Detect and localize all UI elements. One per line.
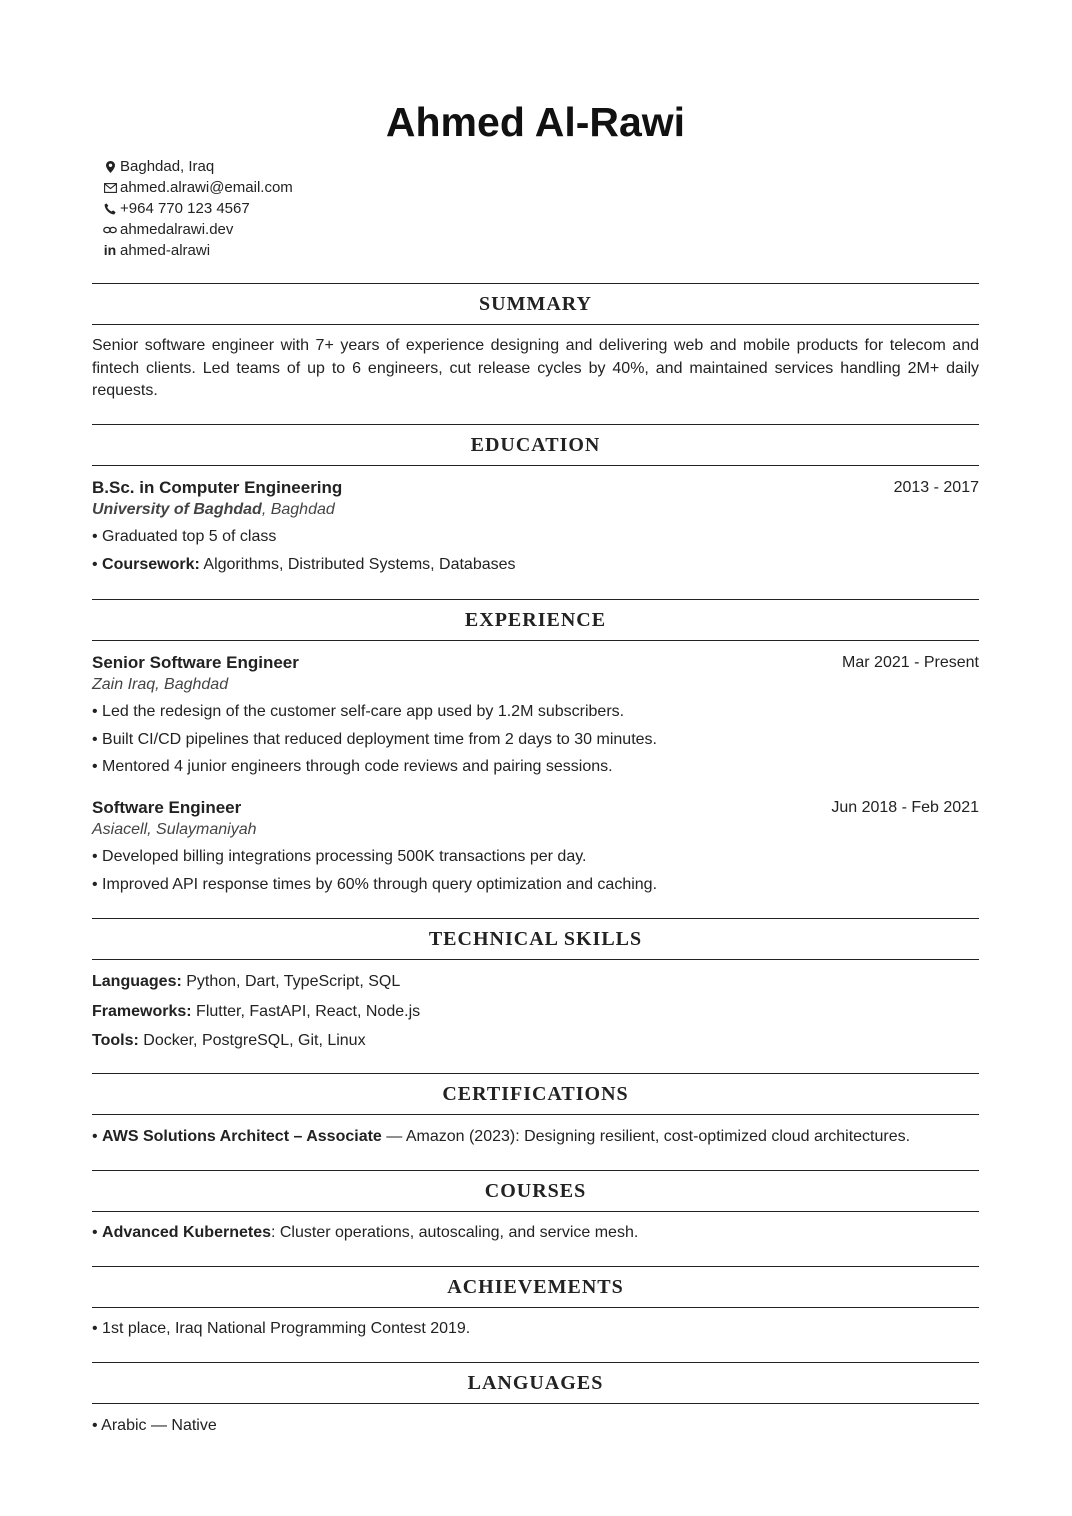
location-text: Baghdad, Iraq [120, 158, 215, 175]
section-heading-summary: SUMMARY [92, 283, 979, 325]
course-name: Advanced Kubernetes [102, 1224, 271, 1241]
section-heading-skills: TECHNICAL SKILLS [92, 918, 979, 960]
achievement-text: • 1st place, Iraq National Programming Contest 2019. [92, 1320, 471, 1337]
job-title: Senior Software Engineer [92, 653, 299, 672]
contact-location [102, 156, 293, 177]
phone-icon [102, 203, 118, 215]
phone-text[interactable]: +964 770 123 4567 [120, 200, 250, 217]
coursework-bullet: • Coursework: Algorithms, Distributed Systems, Databases [92, 555, 516, 573]
skill-line-frameworks: Frameworks: Flutter, FastAPI, React, Node.js [92, 1002, 421, 1020]
contact-list [102, 156, 293, 261]
contact-linkedin[interactable] [102, 240, 293, 261]
job-entry [92, 797, 979, 898]
job-entry [92, 652, 979, 781]
linkedin-text[interactable]: ahmed-alrawi [120, 242, 211, 259]
website-text[interactable]: ahmedalrawi.dev [120, 221, 234, 238]
coursework-label: Coursework: [102, 555, 200, 573]
section-heading-certifications: CERTIFICATIONS [92, 1073, 979, 1115]
achievement-item [92, 1315, 979, 1343]
degree-title: B.Sc. in Computer Engineering [92, 478, 343, 497]
job-title: Software Engineer [92, 798, 242, 817]
certification-detail: — Amazon (2023): Designing resilient, cost-optimized cloud architectures. [381, 1128, 911, 1145]
job-bullet: • Mentored 4 junior engineers through code reviews and pairing sessions. [92, 758, 613, 775]
education-entry [92, 477, 979, 578]
link-icon [102, 226, 118, 234]
candidate-name: Ahmed Al-Rawi [385, 99, 686, 145]
school-line [92, 499, 979, 521]
job-dates: Mar 2021 - Present [842, 654, 979, 671]
job-company: Zain Iraq, Baghdad [92, 676, 229, 693]
summary-text: Senior software engineer with 7+ years of experience designing and delivering web and mobile products for telecom and fintech clients. Led teams of up to 6 engineers, cut release cycles by 40%, and maintained services handling 2M+ daily requests. [92, 337, 979, 399]
skill-line-tools: Tools: Docker, PostgreSQL, Git, Linux [92, 1032, 366, 1049]
education-bullet: • Graduated top 5 of class [92, 528, 277, 545]
contact-email[interactable] [102, 177, 293, 198]
linkedin-icon: in [103, 242, 117, 258]
map-pin-icon [102, 161, 118, 173]
school-name: University of Baghdad [92, 501, 262, 518]
section-heading-education: EDUCATION [92, 424, 979, 466]
job-bullet: • Built CI/CD pipelines that reduced deployment time from 2 days to 30 minutes. [92, 730, 657, 748]
language-item [92, 1412, 979, 1440]
skills-section [92, 967, 979, 1056]
skill-line-languages: Languages: Python, Dart, TypeScript, SQL [92, 973, 401, 990]
envelope-icon [102, 183, 118, 193]
language-text: • Arabic — Native [92, 1417, 217, 1434]
job-bullet: • Developed billing integrations processing 500K transactions per day. [92, 848, 587, 865]
job-dates: Jun 2018 - Feb 2021 [831, 799, 979, 816]
job-bullet: • Improved API response times by 60% through query optimization and caching. [92, 875, 658, 893]
school-location: , Baghdad [261, 501, 335, 518]
contact-website[interactable] [102, 219, 293, 240]
section-heading-languages: LANGUAGES [92, 1362, 979, 1404]
section-heading-experience: EXPERIENCE [92, 599, 979, 641]
contact-phone[interactable] [102, 198, 293, 219]
section-heading-achievements: ACHIEVEMENTS [92, 1266, 979, 1308]
summary-section [92, 335, 979, 403]
course-item: • Advanced Kubernetes: Cluster operations, autoscaling, and service mesh. [92, 1224, 639, 1241]
job-bullet: • Led the redesign of the customer self-care app used by 1.2M subscribers. [92, 703, 625, 720]
email-text[interactable]: ahmed.alrawi@email.com [120, 179, 293, 196]
certification-item: • AWS Solutions Architect – Associate — Amazon (2023): Designing resilient, cost-optimized cloud architectures. [92, 1128, 911, 1145]
coursework-list: Algorithms, Distributed Systems, Databases [199, 555, 516, 573]
certification-name: AWS Solutions Architect – Associate [102, 1128, 382, 1145]
job-company: Asiacell, Sulaymaniyah [92, 821, 257, 838]
course-detail: : Cluster operations, autoscaling, and service mesh. [270, 1224, 639, 1241]
education-dates: 2013 - 2017 [893, 479, 979, 496]
section-heading-courses: COURSES [92, 1170, 979, 1212]
